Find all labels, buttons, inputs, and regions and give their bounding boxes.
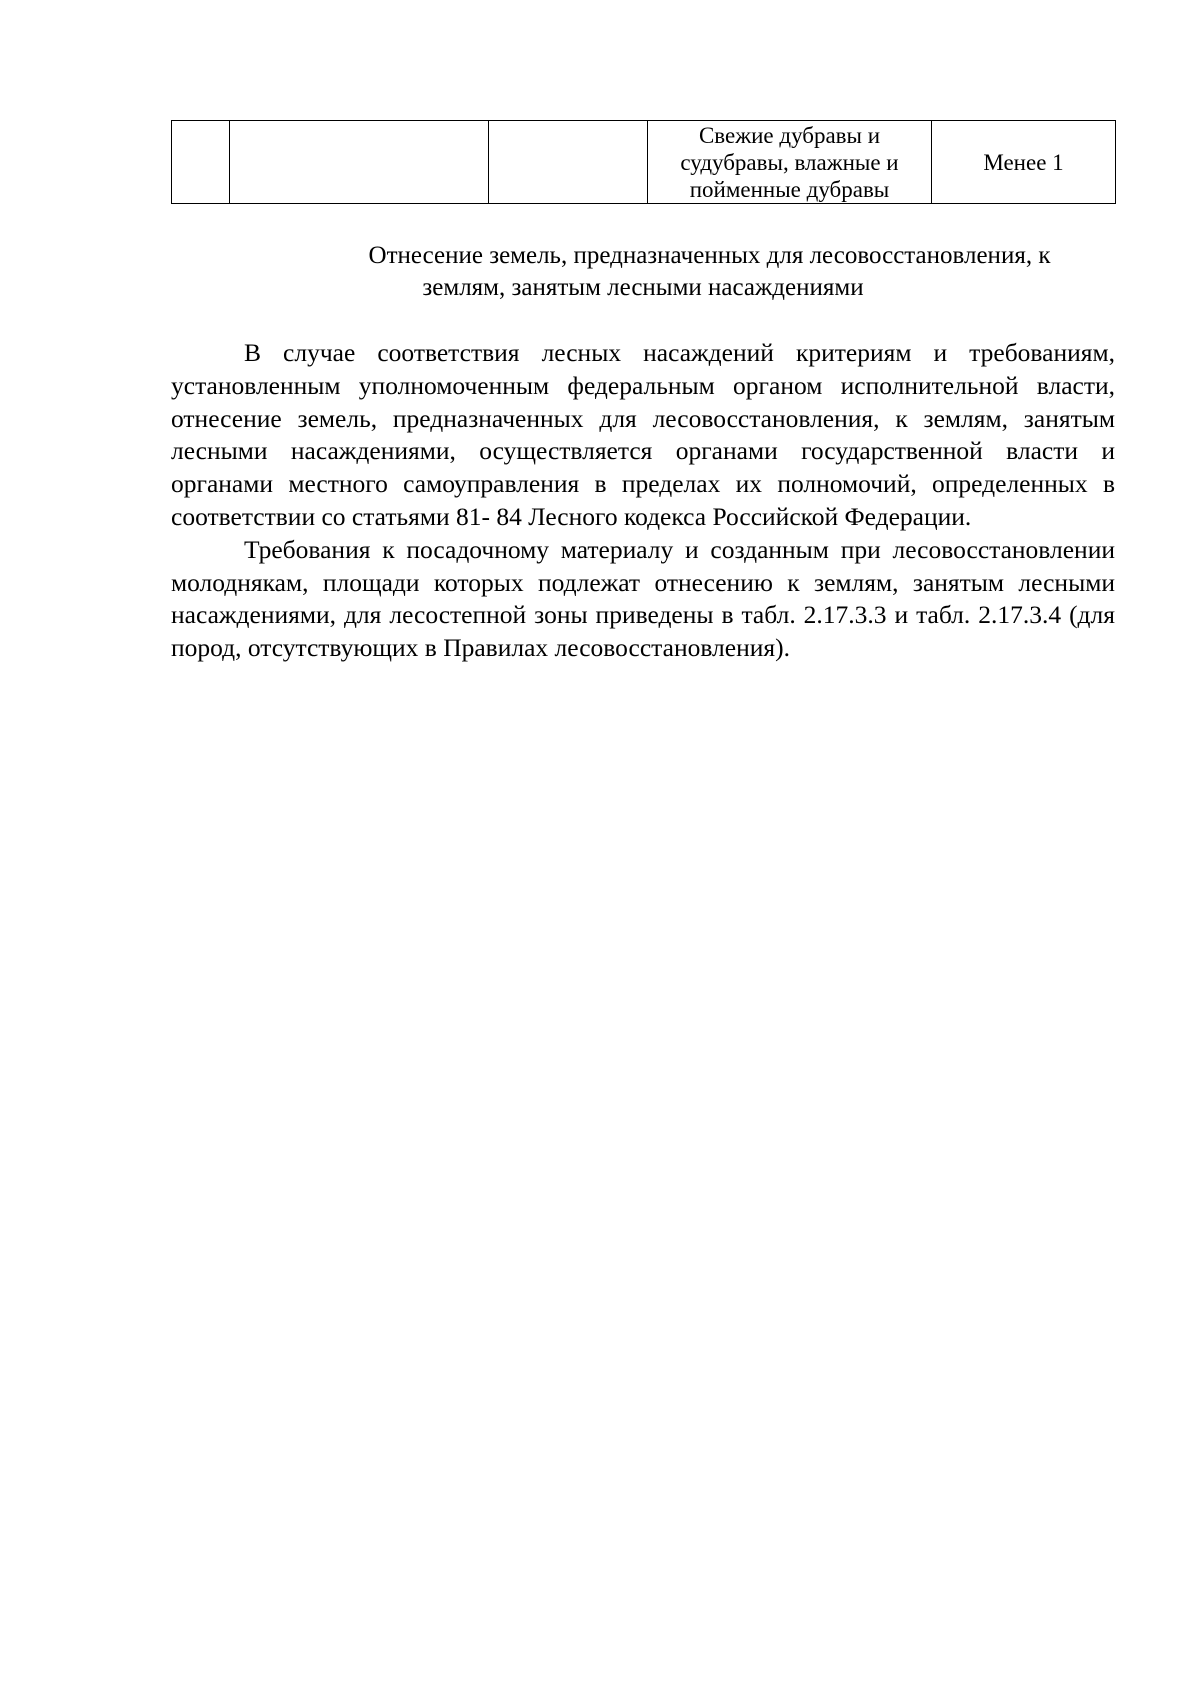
section-heading-line-2: землям, занятым лесными насаждениями bbox=[422, 274, 864, 301]
table-cell-forest-type: Свежие дубравы и судубравы, влажные и пойменные дубравы bbox=[648, 121, 932, 204]
table-cell-value: Менее 1 bbox=[932, 121, 1116, 204]
section-heading bbox=[171, 240, 1115, 304]
criteria-table bbox=[171, 120, 1116, 204]
paragraph-land-classification: В случае соответствия лесных насаждений критериям и требованиям, установленным уполномоченным федеральным органом исполнительной власти, отнесение земель, предназначенных для лесовосстановления, к землям, занятым лесными насаждениями, осуществляется органами государственной власти и органами местного самоуправления в пределах их полномочий, определенных в соответствии со статьями 81- 84 Лесного кодекса Российской Федерации. bbox=[171, 338, 1115, 531]
table-cell-number bbox=[172, 121, 230, 204]
table-cell-species bbox=[489, 121, 648, 204]
section-heading-line-1: Отнесение земель, предназначенных для лесовосстановления, к bbox=[368, 242, 1051, 269]
body-text bbox=[171, 337, 1115, 665]
paragraph-planting-requirements: Требования к посадочному материалу и созданным при лесовосстановлении молоднякам, площади которых подлежат отнесению к землям, занятым лесными насаждениями, для лесостепной зоны приведены в табл. 2.17.3.3 и табл. 2.17.3.4 (для пород, отсутствующих в Правилах лесовосстановления). bbox=[171, 534, 1115, 663]
table-row bbox=[172, 121, 1116, 204]
table-cell-zone bbox=[230, 121, 489, 204]
